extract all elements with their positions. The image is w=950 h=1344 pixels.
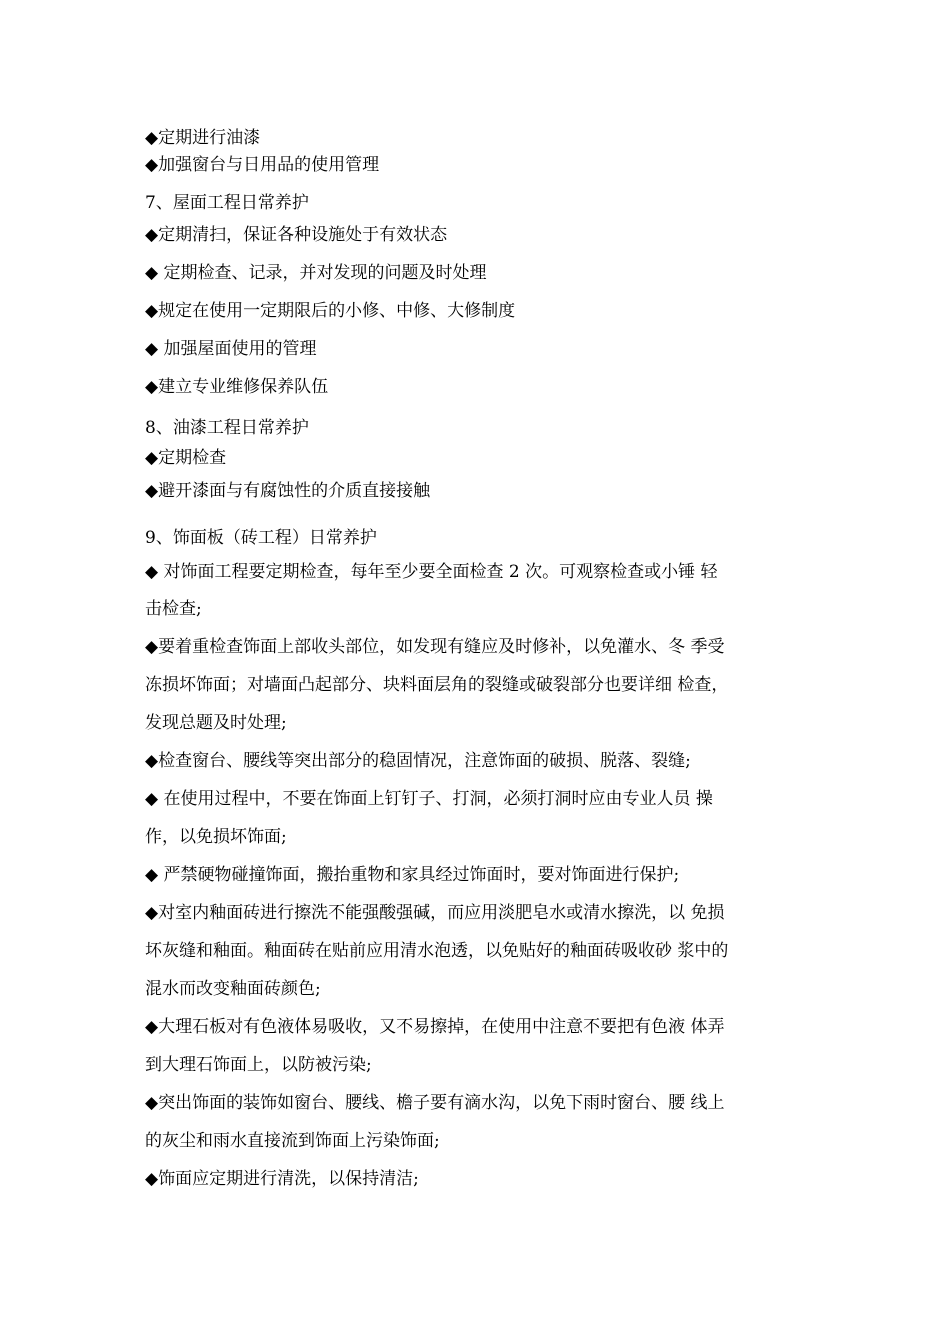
text-line: ◆对室内釉面砖进行擦洗不能强酸强碱，而应用淡肥皂水或清水擦洗，以 免损 [145,903,725,923]
text-line: ◆定期检查 [145,448,227,468]
text-line: 击检查; [145,599,202,619]
text-line: 混水而改变釉面砖颜色; [145,979,321,999]
text-line: ◆建立专业维修保养队伍 [145,377,329,397]
text-line: ◆ 定期检查、记录，并对发现的问题及时处理 [145,263,487,283]
section-heading: 9、饰面板（砖工程）日常养护 [145,528,377,548]
text-line: ◆大理石板对有色液体易吸收，又不易擦掉，在使用中注意不要把有色液 体弄 [145,1017,725,1037]
text-line: ◆要着重检查饰面上部收头部位，如发现有缝应及时修补，以免灌水、冬 季受 [145,637,725,657]
text-line: ◆ 在使用过程中，不要在饰面上钉钉子、打洞，必须打洞时应由专业人员 操 [145,789,713,809]
text-line: ◆检查窗台、腰线等突出部分的稳固情况，注意饰面的破损、脱落、裂缝; [145,751,691,771]
text-line: ◆避开漆面与有腐蚀性的介质直接接触 [145,481,431,501]
text-line: ◆突出饰面的装饰如窗台、腰线、檐子要有滴水沟，以免下雨时窗台、腰 线上 [145,1093,725,1113]
text-line: 的灰尘和雨水直接流到饰面上污染饰面; [145,1131,440,1151]
section-heading: 8、油漆工程日常养护 [145,418,309,438]
text-line: 发现总题及时处理; [145,713,287,733]
text-line: ◆定期进行油漆 [145,128,261,148]
text-line: ◆ 严禁硬物碰撞饰面，搬抬重物和家具经过饰面时，要对饰面进行保护; [145,865,680,885]
text-line: ◆定期清扫，保证各种设施处于有效状态 [145,225,448,245]
text-line: 坏灰缝和釉面。釉面砖在贴前应用清水泡透，以免贴好的釉面砖吸收砂 浆中的 [145,941,729,961]
text-line: ◆饰面应定期进行清洗，以保持清洁; [145,1169,419,1189]
text-line: ◆加强窗台与日用品的使用管理 [145,155,380,175]
text-line: 到大理石饰面上，以防被污染; [145,1055,372,1075]
section-heading: 7、屋面工程日常养护 [145,193,309,213]
text-line: ◆规定在使用一定期限后的小修、中修、大修制度 [145,301,516,321]
text-line: 冻损坏饰面；对墙面凸起部分、块料面层角的裂缝或破裂部分也要详细 检查， [145,675,729,695]
text-line: ◆ 加强屋面使用的管理 [145,339,317,359]
text-line: ◆ 对饰面工程要定期检查，每年至少要全面检查 2 次。可观察检查或小锤 轻 [145,562,718,582]
text-line: 作，以免损坏饰面; [145,827,287,847]
